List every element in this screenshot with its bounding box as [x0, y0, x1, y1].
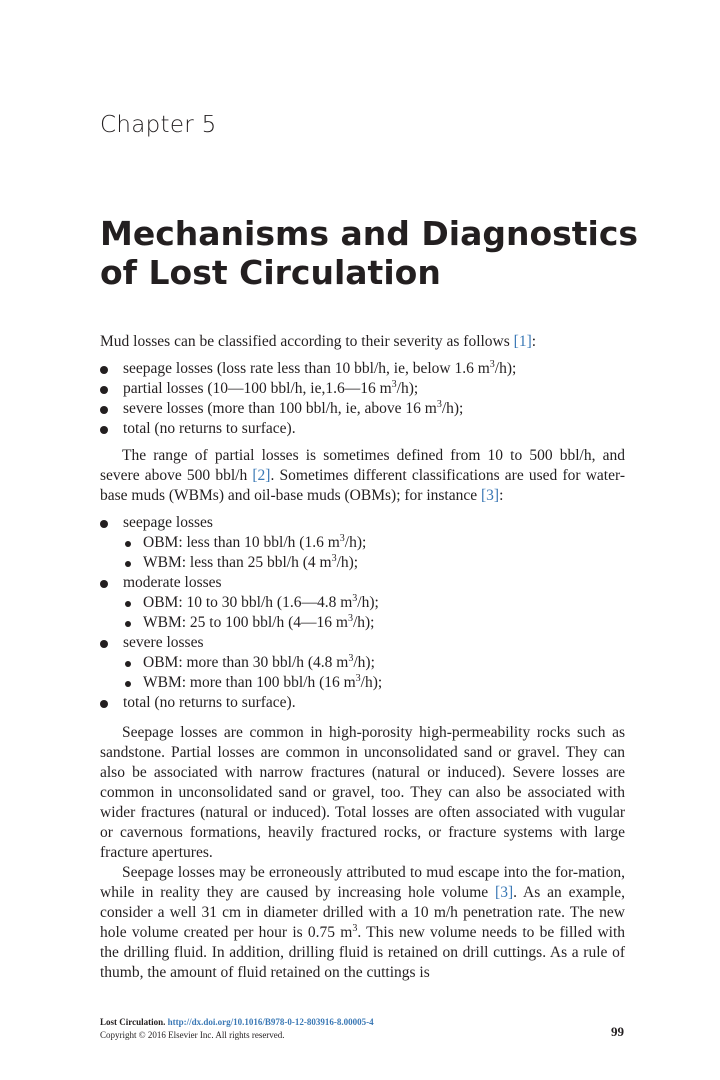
intro-paragraph: Mud losses can be classified according to their severity as follows [1]: [100, 333, 537, 350]
sub-list [123, 653, 625, 693]
sub-list-item: WBM: more than 100 bbl/h (16 $m^3/h$); [123, 673, 625, 693]
sub-list-item: OBM: 10 to 30 bbl/h (1.6—4.8 $m^3/h$); [123, 593, 625, 613]
chapter-label: Chapter 5 [100, 112, 217, 138]
citation-link[interactable]: [3] [495, 884, 514, 901]
mud-type-list [100, 513, 625, 713]
list-item: severe losses OBM: more than 30 bbl/h (4.8 $m^3/h$); WBM: more than 100 bbl/h (16 $m^3/h$); [100, 633, 625, 693]
list-item: total (no returns to surface). [100, 693, 625, 713]
citation-link[interactable]: [3] [480, 487, 500, 504]
list-item: seepage losses (loss rate less than 10 bbl/h, ie, below 1.6 $m^3/h$); [100, 359, 625, 379]
sub-list-item: WBM: 25 to 100 bbl/h (4—16 $m^3/h$); [123, 613, 625, 633]
sub-list-item: OBM: more than 30 bbl/h (4.8 $m^3/h$); [123, 653, 625, 673]
severity-list [100, 359, 625, 439]
sub-list-item: OBM: less than 10 bbl/h (1.6 $m^3/h$); [123, 533, 625, 553]
page-footer [100, 1016, 625, 1042]
list-item: moderate losses OBM: 10 to 30 bbl/h (1.6—4.8 $m^3/h$); WBM: 25 to 100 bbl/h (4—16 $m^3/h$); [100, 573, 625, 633]
list-item: partial losses (10—100 bbl/h, ie,1.6—16 $m^3/h$); [100, 379, 625, 399]
list-item: severe losses (more than 100 bbl/h, ie, above 16 $m^3/h$); [100, 399, 625, 419]
title-line-2: of Lost Circulation [100, 253, 441, 292]
footer-source: Lost Circulation. http://dx.doi.org/10.1016/B978-0-12-803916-8.00005-4 [100, 1017, 374, 1027]
list-item: seepage losses OBM: less than 10 bbl/h (1.6 $m^3/h$); WBM: less than 25 bbl/h (4 $m^3/h$); [100, 513, 625, 573]
doi-link[interactable]: http://dx.doi.org/10.1016/B978-0-12-803916-8.00005-4 [167, 1017, 374, 1027]
title-line-1: Mechanisms and Diagnostics [100, 214, 639, 253]
page-number: 99 [611, 1024, 624, 1039]
sub-list [123, 593, 625, 633]
copyright: Copyright © 2016 Elsevier Inc. All rights reserved. [100, 1030, 285, 1040]
chapter-title [100, 214, 660, 292]
sub-list-item: WBM: less than 25 bbl/h (4 $m^3/h$); [123, 553, 625, 573]
citation-link[interactable]: [1] [513, 333, 532, 350]
paragraph-4: Seepage losses may be erroneously attributed to mud escape into the for-mation, while in reality they are caused by increasing hole volume [3]. As an example, consider a well 31 cm in diameter drilled with a 10 m/h penetration rate. The new hole volume created per hour is 0.75 $m^3$. This new volume needs to be filled with the drilling fluid. In addition, drilling fluid is retained on drill cuttings. As a rule of thumb, the amount of fluid retained on the cuttings is [100, 864, 625, 981]
list-item: total (no returns to surface). [100, 419, 625, 439]
sub-list [123, 533, 625, 573]
paragraph-2: The range of partial losses is sometimes defined from 10 to 500 bbl/h, and severe above 500 bbl/h [2]. Sometimes different classifications are used for water-base muds (WBMs) and oil-base muds (OBMs); for instance [3]: [100, 447, 625, 504]
paragraph-3: Seepage losses are common in high-porosity high-permeability rocks such as sandstone. Partial losses are common in unconsolidated sand or gravel. They can also be associated with narrow fractures (natural or induced). Severe losses are common in unconsolidated sand or gravel, too. They can also be associated with wider fractures (natural or induced). Total losses are often associated with vugular or cavernous formations, heavily fractured rocks, or fracture systems with large fracture apertures. [100, 724, 625, 861]
body-text [100, 332, 625, 983]
citation-link[interactable]: [2] [252, 467, 271, 484]
